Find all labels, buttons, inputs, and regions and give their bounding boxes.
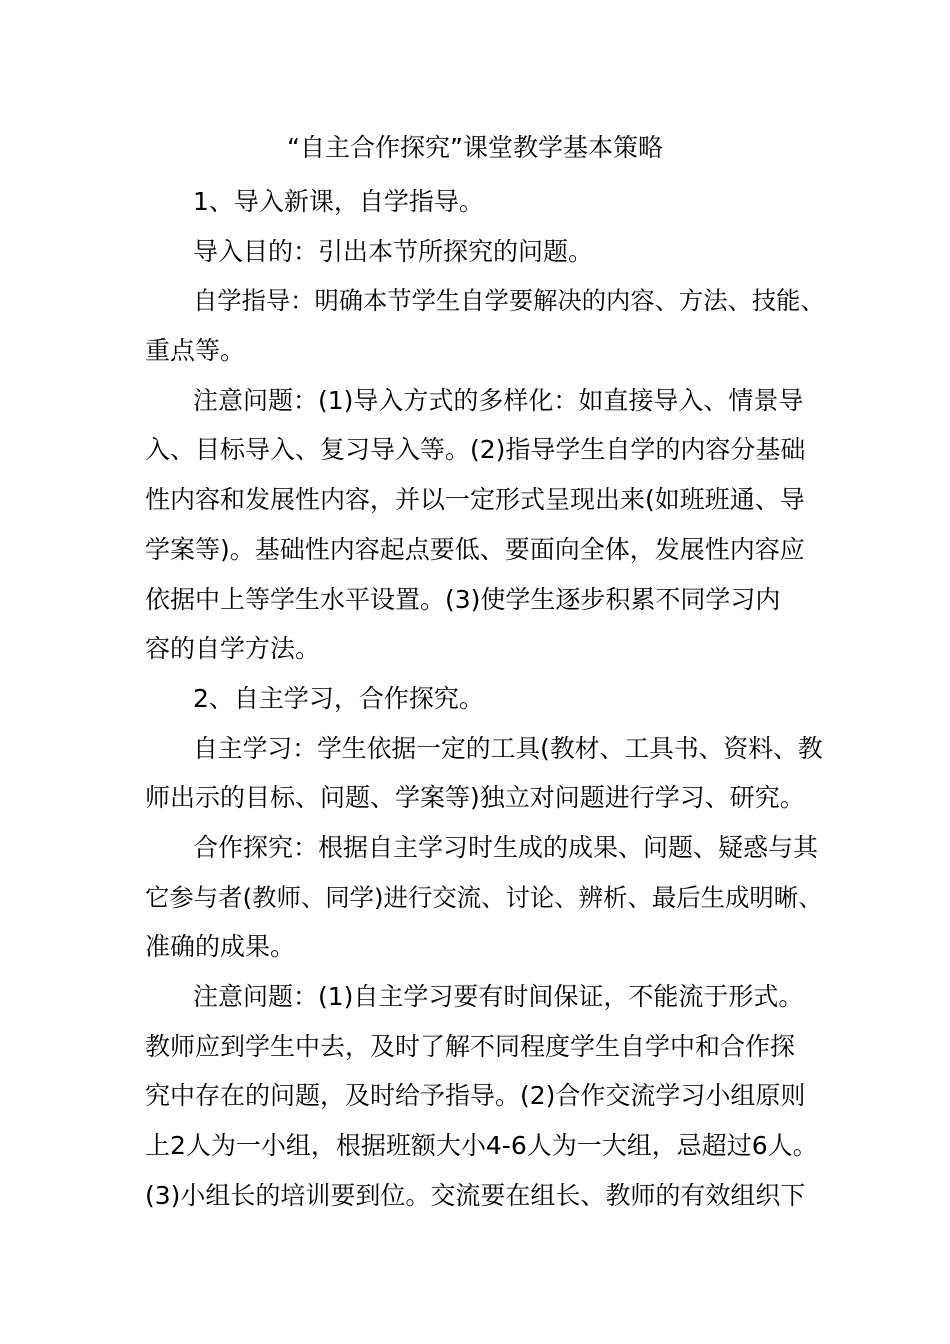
- document-title: “自主合作探究”课堂教学基本策略: [287, 133, 663, 162]
- text-line: 教师应到学生中去，及时了解不同程度学生自学中和合作探: [145, 1031, 796, 1061]
- text-line: 2、自主学习，合作探究。: [193, 683, 484, 713]
- text-line: 自学指导：明确本节学生自学要解决的内容、方法、技能、: [193, 286, 825, 316]
- text-line: 容的自学方法。: [145, 634, 321, 664]
- text-line: 师出示的目标、问题、学案等)独立对问题进行学习、研究。: [145, 783, 805, 813]
- text-line: 注意问题：(1)自主学习要有时间保证，不能流于形式。: [193, 982, 804, 1011]
- text-line: 依据中上等学生水平设置。(3)使学生逐步积累不同学习内: [145, 584, 781, 614]
- text-line: 1、导入新课，自学指导。: [193, 187, 484, 216]
- text-line: 准确的成果。: [145, 932, 296, 962]
- text-line: (3)小组长的培训要到位。交流要在组长、教师的有效组织下: [145, 1180, 806, 1210]
- text-line: 究中存在的问题，及时给予指导。(2)合作交流学习小组原则: [145, 1081, 806, 1111]
- text-line: 重点等。: [145, 336, 246, 366]
- text-line: 合作探究：根据自主学习时生成的成果、问题、疑惑与其: [193, 832, 819, 862]
- text-line: 学案等)。基础性内容起点要低、要面向全体，发展性内容应: [145, 534, 805, 564]
- text-line: 入、目标导入、复习导入等。(2)指导学生自学的内容分基础: [145, 435, 806, 465]
- document-body: [145, 177, 825, 1220]
- text-line: 导入目的：引出本节所探究的问题。: [193, 236, 594, 266]
- text-line: 它参与者(教师、同学)进行交流、讨论、辨析、最后生成明晰、: [145, 882, 823, 912]
- text-line: 性内容和发展性内容，并以一定形式呈现出来(如班班通、导: [145, 485, 805, 515]
- text-line: 注意问题：(1)导入方式的多样化：如直接导入、情景导: [193, 385, 804, 415]
- text-line: 上2人为一小组，根据班额大小4-6人为一大组，忌超过6人。: [145, 1131, 818, 1161]
- text-line: 自主学习：学生依据一定的工具(教材、工具书、资料、教: [193, 733, 823, 763]
